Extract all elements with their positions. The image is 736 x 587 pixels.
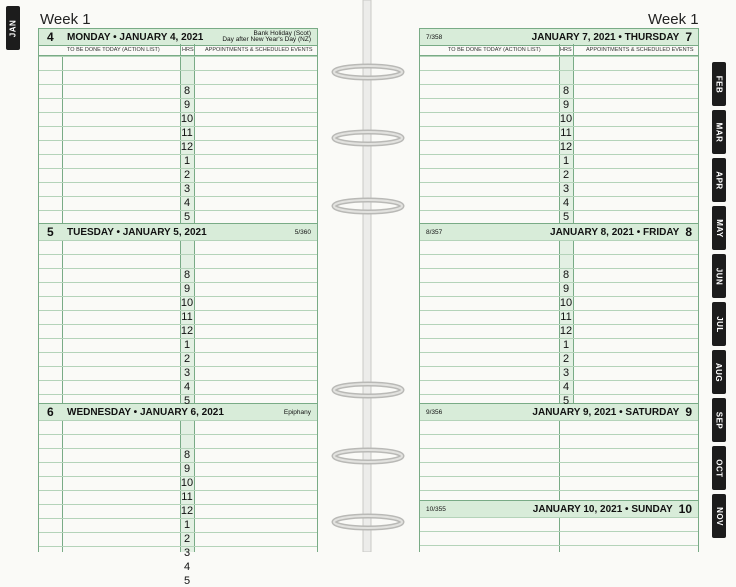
ruled-line xyxy=(420,420,698,421)
hour-label: 2 xyxy=(183,353,191,365)
binder-rings-icon xyxy=(330,62,406,542)
hour-label: 11 xyxy=(181,127,193,139)
day-header-10 xyxy=(420,500,698,518)
ruled-line xyxy=(420,545,698,546)
month-tab-label: NOV xyxy=(714,506,724,526)
month-tab-sep[interactable] xyxy=(712,398,726,442)
ruled-line xyxy=(420,56,698,57)
ruled-line xyxy=(39,434,317,435)
hour-label: 12 xyxy=(559,325,573,337)
holiday-note: Epiphany xyxy=(283,408,311,416)
hour-label: 3 xyxy=(183,547,191,559)
hour-label: 10 xyxy=(180,113,194,125)
hour-label: 4 xyxy=(183,561,191,573)
hour-label: 5 xyxy=(183,395,191,407)
hour-label: 10 xyxy=(180,477,194,489)
day-note xyxy=(222,31,311,44)
hour-label: 8 xyxy=(183,85,191,97)
hour-label: 9 xyxy=(183,463,191,475)
ruled-line xyxy=(420,490,698,491)
ruled-line xyxy=(420,531,698,532)
day-count: 10/355 xyxy=(426,505,446,513)
month-tab-label: MAY xyxy=(714,218,724,238)
day-number: 9 xyxy=(685,405,692,419)
month-tab-label: AUG xyxy=(714,362,724,382)
hour-label: 8 xyxy=(562,85,570,97)
ruled-line xyxy=(39,420,317,421)
day-number: 6 xyxy=(47,405,54,419)
holiday-note-1: Bank Holiday (Scot) xyxy=(253,29,311,37)
holiday-note-2: Day after New Year's Day (NZ) xyxy=(222,36,311,43)
day-title: TUESDAY • JANUARY 5, 2021 xyxy=(67,226,207,238)
month-tab-label: FEB xyxy=(714,75,724,93)
hour-label: 3 xyxy=(183,183,191,195)
hour-label: 8 xyxy=(183,449,191,461)
day-count: 8/357 xyxy=(426,228,443,236)
ruled-line xyxy=(420,254,698,255)
hour-label: 11 xyxy=(181,491,193,503)
ruled-line xyxy=(420,434,698,435)
month-tab-jul[interactable] xyxy=(712,302,726,346)
right-page xyxy=(419,28,699,552)
ruled-line xyxy=(420,476,698,477)
hour-label: 12 xyxy=(180,325,194,337)
hour-label: 9 xyxy=(562,99,570,111)
ruled-line xyxy=(420,462,698,463)
hour-label: 8 xyxy=(562,269,570,281)
hour-label: 11 xyxy=(560,127,572,139)
hour-label: 4 xyxy=(562,381,570,393)
hour-label: 4 xyxy=(183,197,191,209)
hour-label: 10 xyxy=(559,297,573,309)
day-number: 10 xyxy=(678,502,692,516)
hour-label: 3 xyxy=(562,367,570,379)
month-tab-label: MAR xyxy=(714,122,724,142)
hour-label: 3 xyxy=(183,367,191,379)
appts-header: APPOINTMENTS & SCHEDULED EVENTS xyxy=(205,47,313,53)
day-count: 5/360 xyxy=(294,228,311,236)
hour-label: 11 xyxy=(181,311,193,323)
day-count: 9/356 xyxy=(426,408,443,416)
ruled-line xyxy=(39,70,317,71)
month-tab-jun[interactable] xyxy=(712,254,726,298)
hour-label: 12 xyxy=(180,505,194,517)
hour-label: 2 xyxy=(562,353,570,365)
ruled-line xyxy=(420,240,698,241)
day-number: 4 xyxy=(47,30,54,44)
hrs-header: HRS xyxy=(182,47,194,53)
day-title: JANUARY 10, 2021 • SUNDAY xyxy=(532,503,673,515)
month-tab-label: JUL xyxy=(714,315,724,333)
hour-label: 12 xyxy=(559,141,573,153)
ruled-line xyxy=(420,448,698,449)
hour-label: 5 xyxy=(183,211,191,223)
day-header-5 xyxy=(39,223,317,241)
hour-label: 1 xyxy=(183,519,191,531)
month-tab-apr[interactable] xyxy=(712,158,726,202)
hour-label: 11 xyxy=(560,311,572,323)
month-tab-nov[interactable] xyxy=(712,494,726,538)
hour-label: 5 xyxy=(562,395,570,407)
left-page xyxy=(38,28,318,587)
month-tab-label: APR xyxy=(714,170,724,190)
column-headers xyxy=(39,44,317,56)
month-tab-feb[interactable] xyxy=(712,62,726,106)
day-number: 7 xyxy=(685,30,692,44)
right-week-label: Week 1 xyxy=(648,11,699,28)
hrs-header: HRS xyxy=(560,47,572,53)
day-number: 5 xyxy=(47,225,54,239)
month-tab-aug[interactable] xyxy=(712,350,726,394)
ruled-line xyxy=(420,70,698,71)
hour-label: 3 xyxy=(562,183,570,195)
ruled-line xyxy=(39,254,317,255)
month-tab-label: JUN xyxy=(714,267,724,285)
month-tab-oct[interactable] xyxy=(712,446,726,490)
day-title: WEDNESDAY • JANUARY 6, 2021 xyxy=(67,406,224,418)
month-tab-mar[interactable] xyxy=(712,110,726,154)
ruled-line xyxy=(39,56,317,57)
appts-header: APPOINTMENTS & SCHEDULED EVENTS xyxy=(586,47,694,53)
hour-label: 8 xyxy=(183,269,191,281)
hour-label: 4 xyxy=(183,381,191,393)
hour-label: 1 xyxy=(183,339,191,351)
todo-header: TO BE DONE TODAY (ACTION LIST) xyxy=(448,47,541,53)
ruled-line xyxy=(420,517,698,518)
month-tab-label: OCT xyxy=(714,458,724,478)
day-title: JANUARY 8, 2021 • FRIDAY xyxy=(550,226,680,238)
hour-label: 2 xyxy=(183,169,191,181)
day-number: 8 xyxy=(685,225,692,239)
hour-label: 10 xyxy=(180,297,194,309)
hour-label: 1 xyxy=(562,155,570,167)
month-tab-jan[interactable]: JAN xyxy=(6,6,20,50)
day-title: JANUARY 7, 2021 • THURSDAY xyxy=(531,31,680,43)
hour-label: 4 xyxy=(562,197,570,209)
hour-label: 2 xyxy=(183,533,191,545)
hour-label: 5 xyxy=(183,575,191,587)
left-week-label: Week 1 xyxy=(40,11,91,28)
month-tab-label: SEP xyxy=(714,411,724,429)
hour-label: 9 xyxy=(183,99,191,111)
day-count: 7/358 xyxy=(426,33,443,41)
hour-label: 9 xyxy=(183,283,191,295)
hour-label: 2 xyxy=(562,169,570,181)
todo-header: TO BE DONE TODAY (ACTION LIST) xyxy=(67,47,160,53)
day-title: JANUARY 9, 2021 • SATURDAY xyxy=(532,406,680,418)
hour-label: 1 xyxy=(562,339,570,351)
month-tab-may[interactable] xyxy=(712,206,726,250)
hour-label: 5 xyxy=(562,211,570,223)
hour-label: 12 xyxy=(180,141,194,153)
day-title: MONDAY • JANUARY 4, 2021 xyxy=(67,31,204,43)
hour-label: 10 xyxy=(559,113,573,125)
hour-label: 9 xyxy=(562,283,570,295)
hour-label: 1 xyxy=(183,155,191,167)
day-header-8 xyxy=(420,223,698,241)
ruled-line xyxy=(39,240,317,241)
